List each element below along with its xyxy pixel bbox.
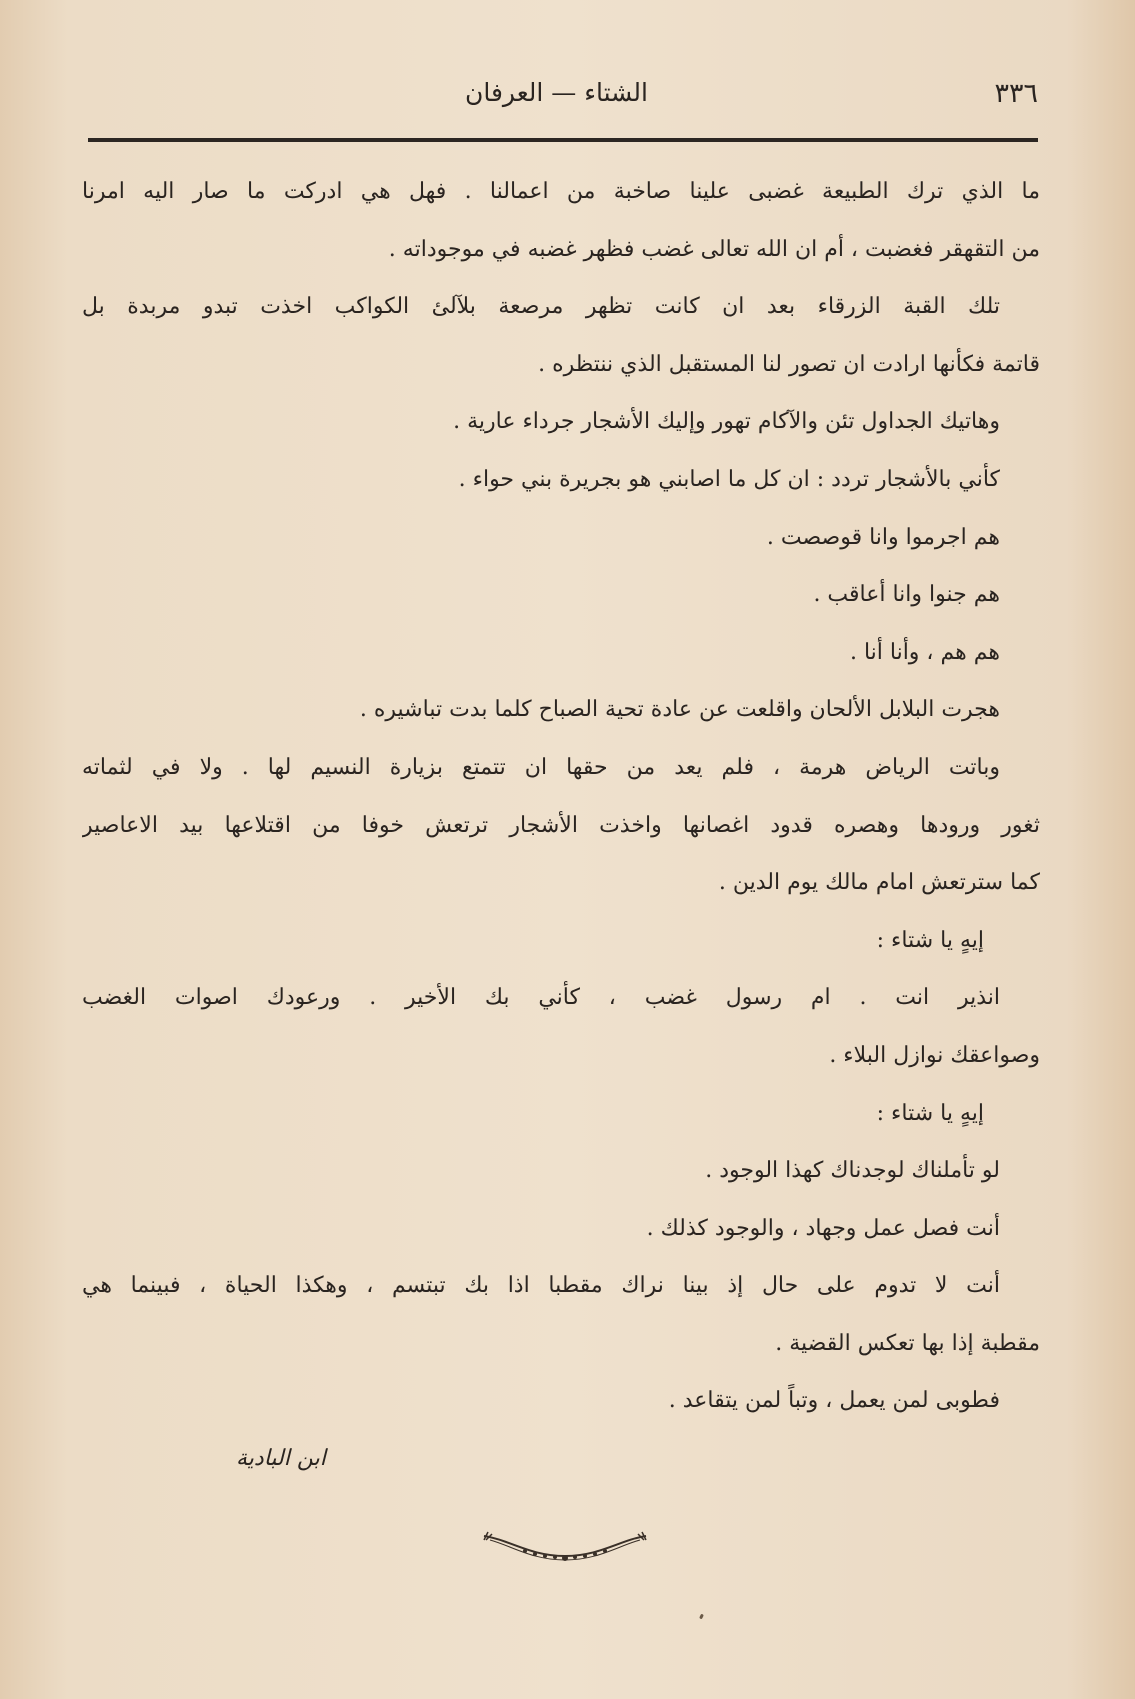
- text-line: هم جنوا وانا أعاقب .: [813, 582, 1000, 608]
- text-line: هجرت البلابل الألحان واقلعت عن عادة تحية الصباح كلما بدت تباشيره .: [359, 697, 1000, 723]
- article-body: [82, 163, 1040, 1430]
- text-line: كما سترتعش امام مالك يوم الدين .: [718, 870, 1040, 896]
- text-line: وهاتيك الجداول تئن والآكام تهور وإليك الأشجار جرداء عارية .: [453, 409, 1000, 435]
- text-line: إيهٍ يا شتاء :: [876, 927, 984, 953]
- author-signature: ابن البادية: [236, 1446, 326, 1471]
- text-line: أنت لا تدوم على حال إذ بينا نراك مقطبا اذا بك تبتسم ، وهكذا الحياة ، فبينما هي: [82, 1273, 1000, 1299]
- text-line: وصواعقك نوازل البلاء .: [829, 1042, 1040, 1068]
- text-line: كأني بالأشجار تردد : ان كل ما اصابني هو بجريرة بني حواء .: [458, 466, 1000, 492]
- text-line: مقطبة إذا بها تعكس القضية .: [775, 1330, 1040, 1356]
- page-number: ٣٣٦: [994, 78, 1038, 109]
- page-header: [88, 78, 1038, 124]
- text-line: تلك القبة الزرقاء بعد ان كانت تظهر مرصعة بلآلئ الكواكب اخذت تبدو مربدة بل: [82, 294, 1000, 320]
- text-line: فطوبى لمن يعمل ، وتباً لمن يتقاعد .: [668, 1388, 1000, 1414]
- text-line: وباتت الرياض هرمة ، فلم يعد من حقها ان تتمتع بزيارة النسيم لها . ولا في لثماته: [82, 754, 1000, 780]
- text-line: قاتمة فكأنها ارادت ان تصور لنا المستقبل الذي ننتظره .: [538, 351, 1040, 377]
- header-rule: [88, 138, 1038, 142]
- tailpiece-ornament-icon: [480, 1530, 650, 1566]
- text-line: أنت فصل عمل وجهاد ، والوجود كذلك .: [646, 1215, 1000, 1241]
- text-line: ثغور ورودها وهصره قدود اغصانها واخذت الأشجار ترتعش خوفا من اقتلاعها بيد الاعاصير: [82, 812, 1040, 838]
- text-line: ما الذي ترك الطبيعة غضبى علينا صاخبة من اعمالنا . فهل هي ادركت ما صار اليه امرنا: [82, 179, 1040, 204]
- text-line: من التقهقر فغضبت ، أم ان الله تعالى غضب فظهر غضبه في موجوداته .: [388, 236, 1040, 262]
- text-line: انذير انت . ام رسول غضب ، كأني بك الأخير . ورعودك اصوات الغضب: [82, 985, 1000, 1011]
- text-line: إيهٍ يا شتاء :: [876, 1100, 984, 1126]
- text-line: هم هم ، وأنا أنا .: [849, 639, 1000, 665]
- running-title: الشتاء — العرفان: [464, 78, 648, 107]
- text-line: لو تأملناك لوجدناك كهذا الوجود .: [705, 1158, 1000, 1184]
- paper-speck: [699, 1614, 704, 1620]
- text-line: هم اجرموا وانا قوصصت .: [766, 524, 1000, 550]
